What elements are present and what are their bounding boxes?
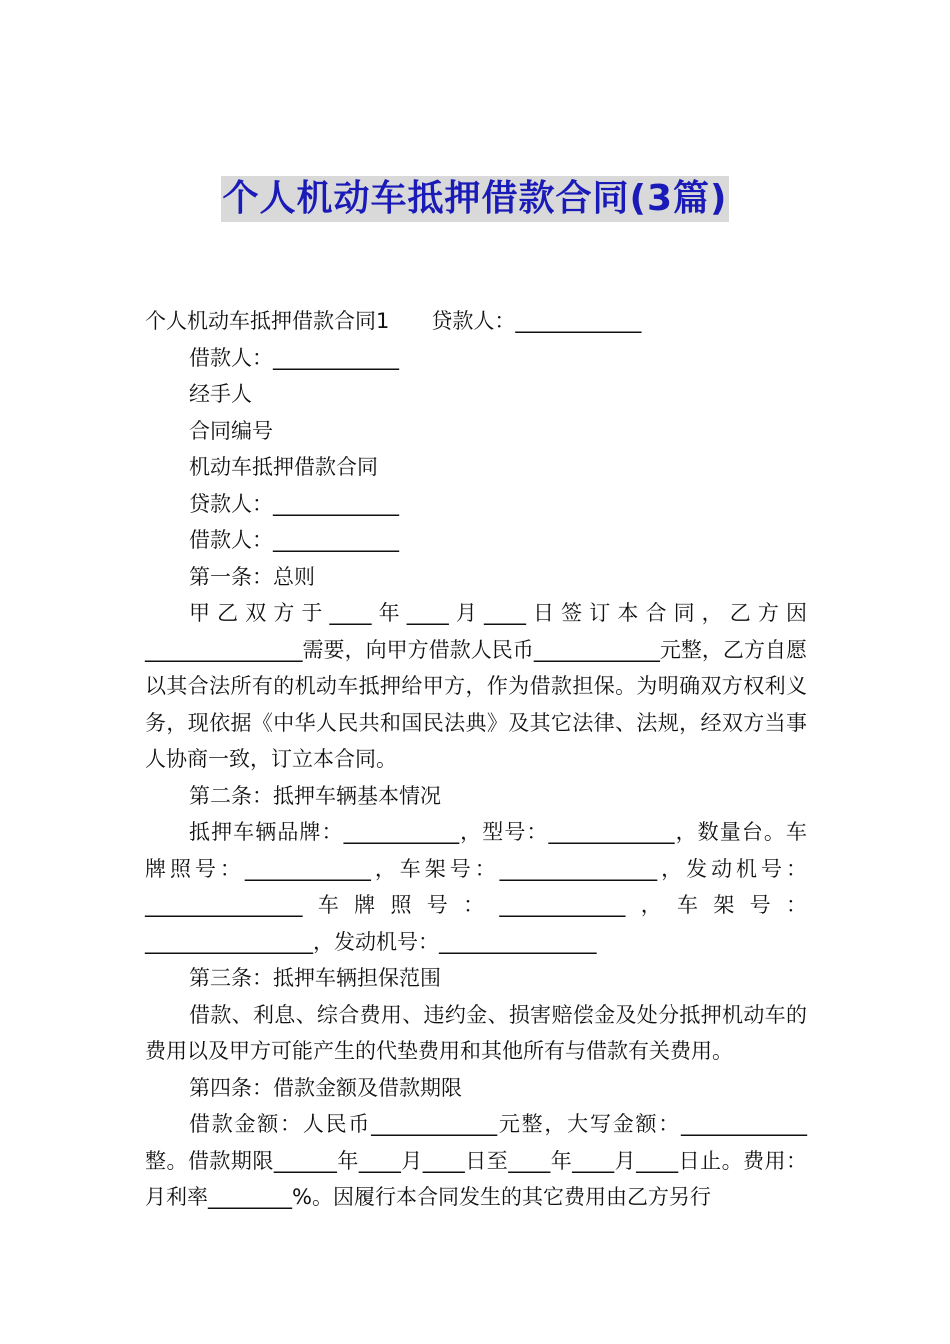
lender-line: 贷款人：____________	[431, 309, 642, 333]
handler-line: 经手人	[189, 382, 252, 406]
lender-line-2: 贷款人：____________	[189, 491, 399, 516]
document-body	[145, 303, 807, 1216]
title-wrap	[0, 176, 950, 222]
article-1-heading: 第一条：总则	[189, 564, 315, 589]
borrower-line-2: 借款人：____________	[189, 528, 399, 552]
borrower-line: 借款人：____________	[189, 345, 399, 370]
contract-number-title: 个人机动车抵押借款合同1	[145, 309, 390, 333]
article-2-body: 抵押车辆品牌：___________，型号：____________，数量台。车牌照号：____________，车架号：_______________，发动机号：_______________车牌照号：____________，车架号：________________，发动机号：_______________	[145, 820, 807, 954]
article-4-body: 借款金额：人民币____________元整，大写金额：____________整。借款期限______年____月____日至____年____月____日止。费用：月利率________%。因履行本合同发生的其它费用由乙方另行	[145, 1112, 807, 1209]
contract-no-line: 合同编号	[189, 418, 273, 443]
article-1-body: 甲乙双方于____年____月____日签订本合同，乙方因_______________需要，向甲方借款人民币____________元整，乙方自愿以其合法所有的机动车抵押给甲方，作为借款担保。为明确双方权利义务，现依据《中华人民共和国民法典》及其它法律、法规，经双方当事人协商一致，订立本合同。	[145, 601, 807, 771]
article-4-heading: 第四条：借款金额及借款期限	[189, 1075, 462, 1100]
article-2-heading: 第二条：抵押车辆基本情况	[189, 783, 441, 808]
contract-heading-line	[145, 303, 807, 340]
contract-subtitle: 机动车抵押借款合同	[189, 455, 378, 479]
article-3-heading: 第三条：抵押车辆担保范围	[189, 966, 441, 990]
article-3-body: 借款、利息、综合费用、违约金、损害赔偿金及处分抵押机动车的费用以及甲方可能产生的代垫费用和其他所有与借款有关费用。	[145, 1002, 807, 1063]
document-title: 个人机动车抵押借款合同(3篇)	[221, 176, 730, 222]
